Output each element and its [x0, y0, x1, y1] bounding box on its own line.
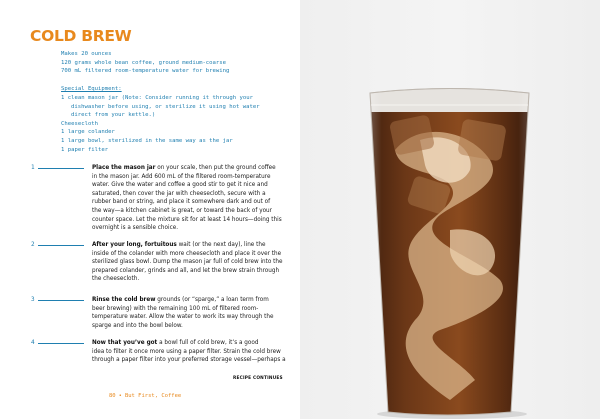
step-first-line: wait (or the next day), line the — [176, 242, 266, 248]
step-number: 4 — [31, 339, 35, 346]
step-line: the cheesecloth. — [92, 276, 140, 283]
step-number: 1 — [31, 164, 35, 171]
equipment-line: 1 paper filter — [61, 146, 109, 153]
page-footer — [109, 393, 181, 399]
photo-page — [300, 0, 600, 419]
ingredient-line: Makes 20 ounces — [61, 51, 112, 57]
step-rule — [38, 245, 84, 246]
step-text — [92, 296, 316, 330]
step-line: inside of the colander with more cheesecloth and place it over the — [92, 250, 282, 257]
step-line — [92, 164, 316, 173]
step-line: sparge and into the bowl below. — [92, 322, 183, 329]
recipe-title: COLD BREW — [30, 27, 132, 45]
footer-separator: • — [118, 393, 122, 399]
step-line: beer brewing) with the remaining 100 mL of filtered room- — [92, 305, 259, 312]
step-line: saturated, then cover the jar with cheesecloth, secure with a — [92, 190, 266, 197]
iced-coffee-photo — [300, 0, 600, 419]
step-rule — [38, 343, 84, 344]
equipment-line: dishwasher before using, or sterilize it using hot water — [71, 103, 260, 110]
step-line: the way—a kitchen cabinet is great, or toward the back of your — [92, 207, 272, 214]
step-line: sterilized glass bowl. Dump the mason jar full of cold brew into the — [92, 259, 283, 266]
step-rule — [38, 168, 84, 169]
step-line — [92, 296, 316, 305]
step-line: in the mason jar. Add 600 mL of the filtered room-temperature — [92, 173, 271, 180]
equipment-list — [61, 94, 260, 154]
equipment-line: direct from your kettle.) — [71, 112, 156, 119]
step-line: idea to filter it once more using a paper filter. Strain the cold brew — [92, 348, 281, 355]
step-first-line: grounds (or “sparge,” a loan term from — [155, 297, 269, 303]
step-lead: Rinse the cold brew — [92, 297, 156, 303]
step-lead: After your long, fortuitous — [92, 242, 177, 248]
step-text — [92, 241, 316, 284]
step-line — [92, 241, 316, 250]
step-number: 3 — [31, 296, 35, 303]
step-line: counter space. Let the mixture sit for at least 14 hours—doing this — [92, 216, 282, 223]
step-rule — [38, 300, 84, 301]
ingredients-list — [61, 50, 229, 76]
step-number: 2 — [31, 241, 35, 248]
recipe-continues-label: RECIPE CONTINUES — [233, 376, 283, 381]
step-lead: Now that you’ve got — [92, 340, 158, 346]
equipment-line: 1 large bowl, sterilized in the same way as the jar — [61, 137, 233, 144]
step-lead: Place the mason jar — [92, 165, 156, 171]
step-first-line: a bowl full of cold brew, it’s a good — [157, 340, 259, 346]
page-number: 80 — [109, 393, 116, 399]
equipment-line: 1 clean mason jar (Note: Consider running it through your — [61, 95, 253, 101]
equipment-line: Cheesecloth — [61, 120, 99, 127]
step-line: rubber band or string, and place it somewhere dark and out of — [92, 199, 271, 206]
equipment-line: 1 large colander — [61, 129, 115, 136]
step-line — [92, 339, 316, 348]
step-first-line: on your scale, then put the ground coffee — [155, 165, 276, 171]
step-text — [92, 339, 316, 365]
ingredient-line: 700 mL filtered room-temperature water for brewing — [61, 68, 230, 75]
step-line: temperature water. Allow the water to work its way through the — [92, 314, 274, 321]
step-line: water. Give the water and coffee a good stir to get it nice and — [92, 182, 268, 189]
ingredient-line: 120 grams whole bean coffee, ground medium-coarse — [61, 59, 227, 66]
equipment-heading: Special Equipment: — [61, 86, 122, 92]
step-line: through a paper filter into your preferred storage vessel—perhaps a — [92, 357, 286, 364]
step-line: overnight is a sensible choice. — [92, 225, 178, 232]
step-line: prepared colander, grinds and all, and let the brew strain through — [92, 267, 280, 274]
step-text — [92, 164, 316, 233]
book-title: But First, Coffee — [124, 393, 182, 399]
